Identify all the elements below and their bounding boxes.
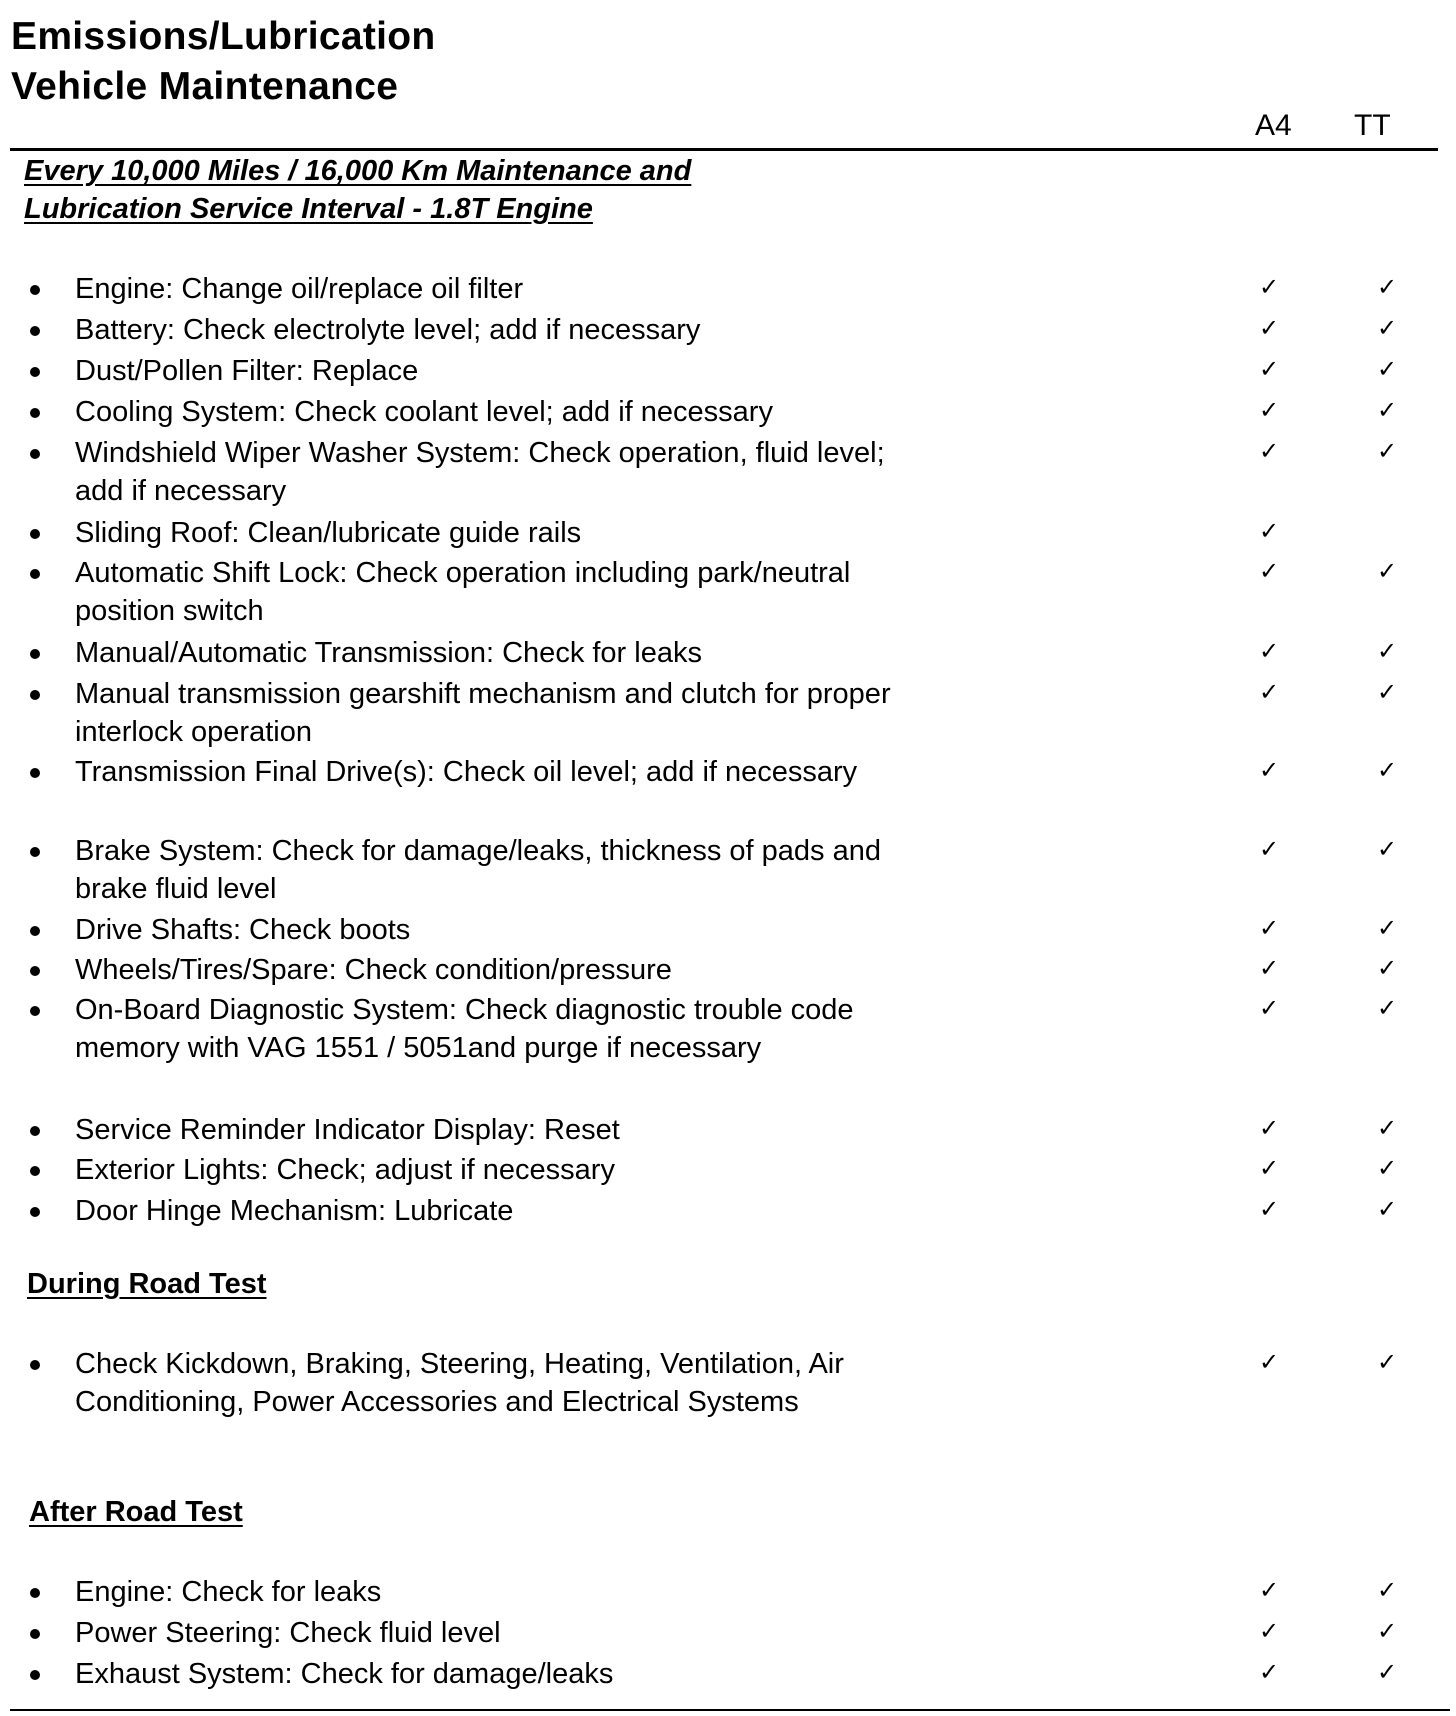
title-line-2: Vehicle Maintenance <box>11 65 399 108</box>
check-icon-tt: ✓ <box>1377 1154 1398 1182</box>
section-heading-during-road-test: During Road Test <box>27 1268 267 1300</box>
check-icon-a4: ✓ <box>1259 557 1280 585</box>
list-item-text: Wheels/Tires/Spare: Check condition/pressure <box>75 954 672 986</box>
check-icon-tt: ✓ <box>1377 557 1398 585</box>
check-icon-tt: ✓ <box>1377 994 1398 1022</box>
check-icon-a4: ✓ <box>1259 1348 1280 1376</box>
list-item-text: On-Board Diagnostic System: Check diagnostic trouble code memory with VAG 1551 / 5051and purge if necessary <box>75 994 854 1064</box>
check-icon-tt: ✓ <box>1377 637 1398 665</box>
bullet-icon <box>30 1588 40 1598</box>
column-header-a4: A4 <box>1255 109 1292 142</box>
list-item-text: Battery: Check electrolyte level; add if necessary <box>75 314 701 346</box>
check-icon-tt: ✓ <box>1377 954 1398 982</box>
check-icon-tt: ✓ <box>1377 1617 1398 1645</box>
check-icon-a4: ✓ <box>1259 678 1280 706</box>
check-icon-a4: ✓ <box>1259 273 1280 301</box>
list-item-text: Power Steering: Check fluid level <box>75 1617 501 1649</box>
check-icon-a4: ✓ <box>1259 1576 1280 1604</box>
bullet-icon <box>30 690 40 700</box>
bullet-icon <box>30 847 40 857</box>
list-item-text: Drive Shafts: Check boots <box>75 914 411 946</box>
check-icon-a4: ✓ <box>1259 994 1280 1022</box>
section-heading-line-1: Every 10,000 Miles / 16,000 Km Maintenance and <box>24 155 692 187</box>
bullet-icon <box>30 285 40 295</box>
bullet-icon <box>30 649 40 659</box>
section-heading-after-road-test: After Road Test <box>29 1496 243 1528</box>
check-icon-tt: ✓ <box>1377 914 1398 942</box>
bottom-divider <box>10 1709 1450 1711</box>
check-icon-tt: ✓ <box>1377 678 1398 706</box>
bullet-icon <box>30 1360 40 1370</box>
list-item-text: Engine: Check for leaks <box>75 1576 382 1608</box>
check-icon-tt: ✓ <box>1377 314 1398 342</box>
check-icon-a4: ✓ <box>1259 1154 1280 1182</box>
bullet-icon <box>30 1166 40 1176</box>
bullet-icon <box>30 569 40 579</box>
check-icon-a4: ✓ <box>1259 517 1280 545</box>
check-icon-a4: ✓ <box>1259 1114 1280 1142</box>
check-icon-a4: ✓ <box>1259 1658 1280 1686</box>
check-icon-a4: ✓ <box>1259 355 1280 383</box>
list-item-text: Exterior Lights: Check; adjust if necessary <box>75 1154 615 1186</box>
bullet-icon <box>30 449 40 459</box>
bullet-icon <box>30 1629 40 1639</box>
top-divider <box>10 148 1438 151</box>
check-icon-a4: ✓ <box>1259 954 1280 982</box>
list-item-text: Transmission Final Drive(s): Check oil level; add if necessary <box>75 756 858 788</box>
list-item-text: Check Kickdown, Braking, Steering, Heating, Ventilation, Air Conditioning, Power Accessories and Electrical Systems <box>75 1348 844 1418</box>
check-icon-a4: ✓ <box>1259 1195 1280 1223</box>
check-icon-a4: ✓ <box>1259 396 1280 424</box>
bullet-icon <box>30 768 40 778</box>
column-header-tt: TT <box>1354 109 1391 142</box>
list-item-text: Brake System: Check for damage/leaks, thickness of pads and brake fluid level <box>75 835 881 905</box>
list-item-text: Exhaust System: Check for damage/leaks <box>75 1658 614 1690</box>
list-item-text: Engine: Change oil/replace oil filter <box>75 273 524 305</box>
list-item-text: Manual transmission gearshift mechanism and clutch for proper interlock operation <box>75 678 891 748</box>
list-item-text: Cooling System: Check coolant level; add if necessary <box>75 396 773 428</box>
bullet-icon <box>30 326 40 336</box>
list-item-text: Service Reminder Indicator Display: Reset <box>75 1114 620 1146</box>
check-icon-tt: ✓ <box>1377 396 1398 424</box>
bullet-icon <box>30 1006 40 1016</box>
check-icon-tt: ✓ <box>1377 1114 1398 1142</box>
check-icon-tt: ✓ <box>1377 437 1398 465</box>
title-line-1: Emissions/Lubrication <box>11 15 436 58</box>
list-item-text: Dust/Pollen Filter: Replace <box>75 355 419 387</box>
check-icon-tt: ✓ <box>1377 835 1398 863</box>
list-item-text: Manual/Automatic Transmission: Check for leaks <box>75 637 702 669</box>
check-icon-tt: ✓ <box>1377 355 1398 383</box>
check-icon-tt: ✓ <box>1377 273 1398 301</box>
bullet-icon <box>30 1126 40 1136</box>
section-heading-line-2: Lubrication Service Interval - 1.8T Engine <box>24 193 593 225</box>
check-icon-a4: ✓ <box>1259 756 1280 784</box>
section-heading-service-interval <box>24 152 784 228</box>
bullet-icon <box>30 529 40 539</box>
check-icon-tt: ✓ <box>1377 756 1398 784</box>
list-item-text: Sliding Roof: Clean/lubricate guide rails <box>75 517 582 549</box>
page-title <box>11 12 436 112</box>
bullet-icon <box>30 1670 40 1680</box>
list-item-text: Automatic Shift Lock: Check operation including park/neutral position switch <box>75 557 851 627</box>
check-icon-tt: ✓ <box>1377 1658 1398 1686</box>
check-icon-a4: ✓ <box>1259 314 1280 342</box>
bullet-icon <box>30 1207 40 1217</box>
check-icon-a4: ✓ <box>1259 835 1280 863</box>
bullet-icon <box>30 367 40 377</box>
check-icon-a4: ✓ <box>1259 637 1280 665</box>
bullet-icon <box>30 408 40 418</box>
check-icon-a4: ✓ <box>1259 1617 1280 1645</box>
list-item-text: Door Hinge Mechanism: Lubricate <box>75 1195 514 1227</box>
list-item-text: Windshield Wiper Washer System: Check operation, fluid level; add if necessary <box>75 437 885 507</box>
check-icon-tt: ✓ <box>1377 1576 1398 1604</box>
bullet-icon <box>30 926 40 936</box>
bullet-icon <box>30 966 40 976</box>
check-icon-tt: ✓ <box>1377 1195 1398 1223</box>
check-icon-tt: ✓ <box>1377 1348 1398 1376</box>
check-icon-a4: ✓ <box>1259 437 1280 465</box>
check-icon-a4: ✓ <box>1259 914 1280 942</box>
